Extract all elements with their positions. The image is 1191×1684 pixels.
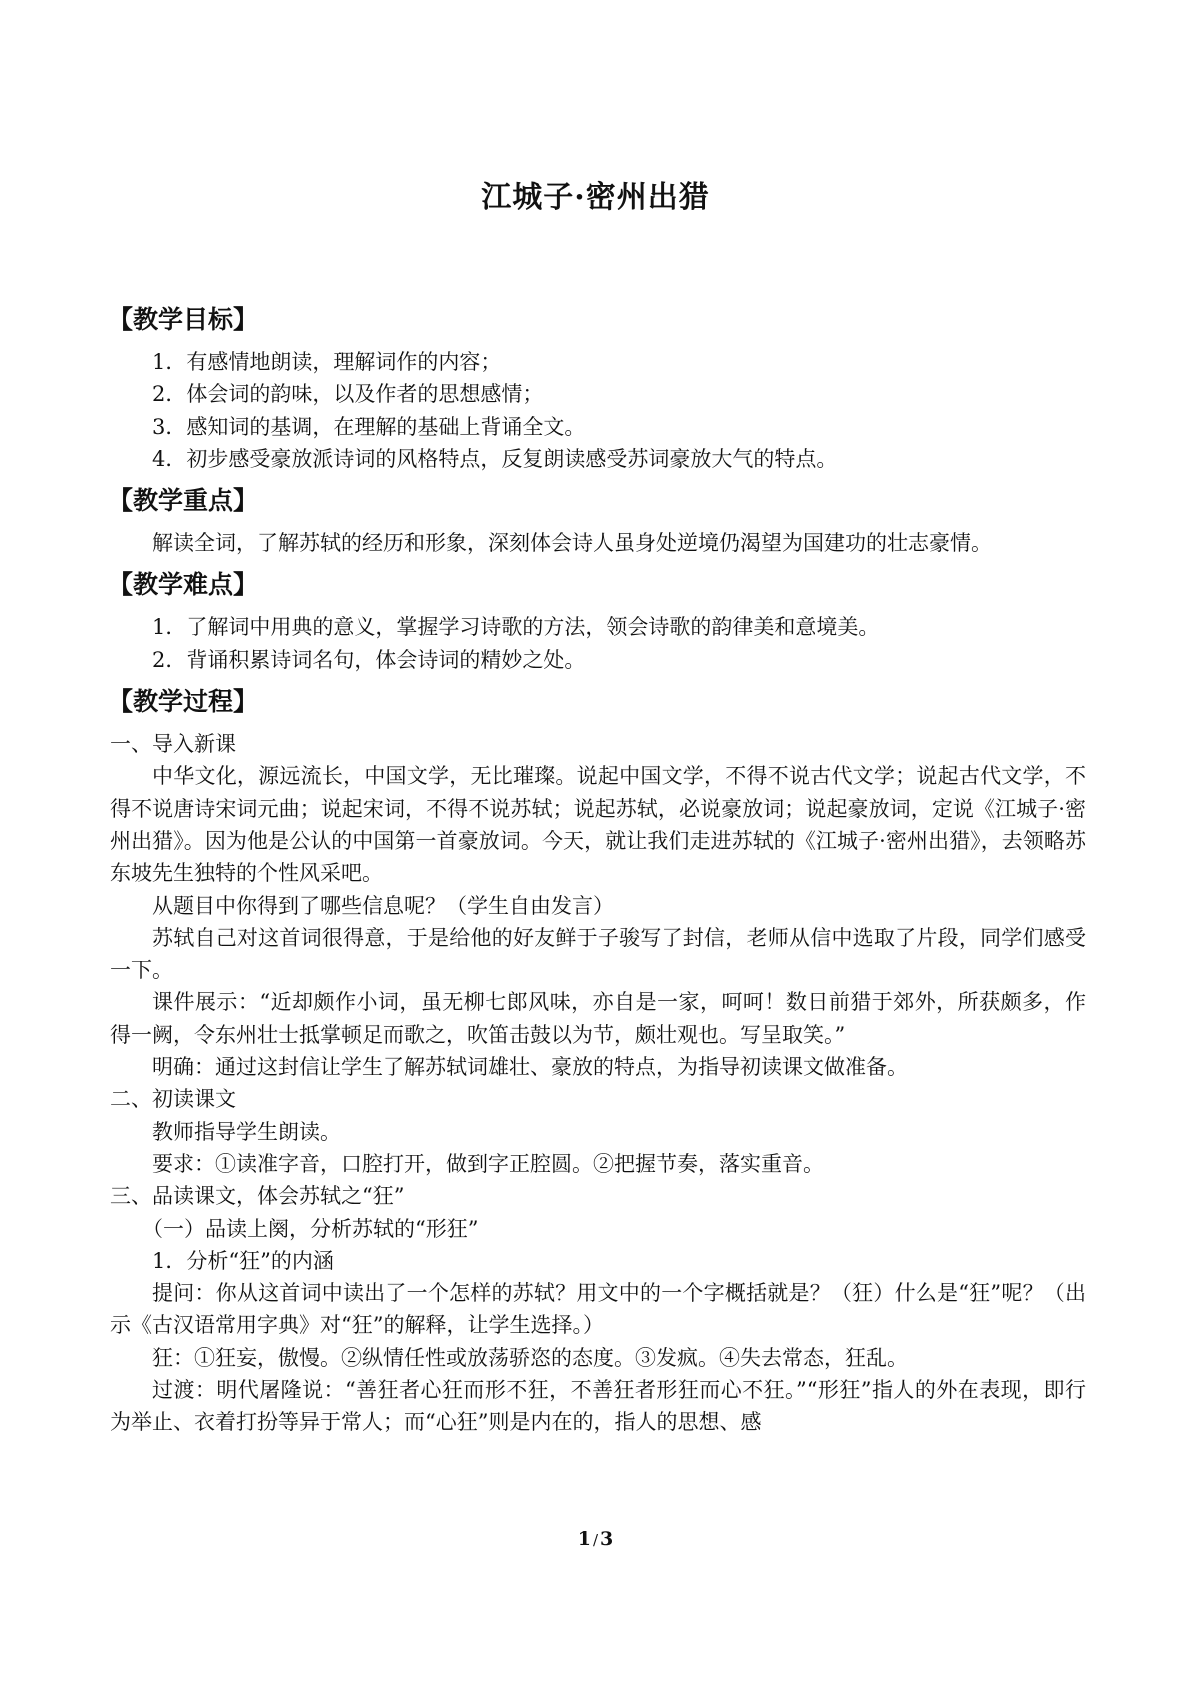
process-part1-title: 一、导入新课 (110, 732, 236, 757)
document-body (110, 298, 1086, 1439)
paragraph: 课件展示：“近却颇作小词，虽无柳七郎风味，亦自是一家，呵呵！数日前猎于郊外，所获颇多，作得一阙，令东州壮士抵掌顿足而歌之，吹笛击鼓以为节，颇壮观也。写呈取笑。” (110, 990, 1086, 1047)
paragraph: 苏轼自己对这首词很得意，于是给他的好友鲜于子骏写了封信，老师从信中选取了片段，同学们感受一下。 (110, 925, 1086, 983)
paragraph: 中华文化，源远流长，中国文学，无比璀璨。说起中国文学，不得不说古代文学；说起古代文学，不得不说唐诗宋词元曲；说起宋词，不得不说苏轼；说起苏轼，必说豪放词；说起豪放词，定说《江城子·密州出猎》。因为他是公认的中国第一首豪放词。今天，就让我们走进苏轼的《江城子·密州出猎》，去领略苏东坡先生独特的个性风采吧。 (110, 764, 1086, 886)
page-separator: / (592, 1531, 599, 1549)
page-number (0, 1528, 1191, 1550)
objective-item: 2．体会词的韵味，以及作者的思想感情； (152, 382, 544, 407)
objective-item: 4．初步感受豪放派诗词的风格特点，反复朗读感受苏词豪放大气的特点。 (152, 446, 838, 471)
heading-objectives: 【教学目标】 (108, 305, 259, 334)
key-points-text: 解读全词，了解苏轼的经历和形象，深刻体会诗人虽身处逆境仍渴望为国建功的壮志豪情。 (152, 531, 992, 556)
process-part3-title: 三、品读课文，体会苏轼之“狂” (110, 1184, 405, 1209)
paragraph: 要求：①读准字音，口腔打开，做到字正腔圆。②把握节奏，落实重音。 (152, 1151, 824, 1176)
paragraph: 教师指导学生朗读。 (152, 1119, 341, 1144)
difficulty-item: 2．背诵积累诗词名句，体会诗词的精妙之处。 (152, 647, 586, 672)
heading-difficulties: 【教学难点】 (108, 570, 259, 600)
objective-item: 1．有感情地朗读，理解词作的内容； (152, 350, 502, 374)
subsection-title: （一）品读上阕，分析苏轼的“形狂” (142, 1216, 479, 1241)
current-page: 1 (577, 1528, 591, 1550)
paragraph: 过渡：明代屠隆说：“善狂者心狂而形不狂，不善狂者形狂而心不狂。”“形狂”指人的外在表现，即行为举止、衣着打扮等异于常人；而“心狂”则是内在的，指人的思想、感 (110, 1378, 1086, 1435)
heading-process: 【教学过程】 (108, 687, 259, 717)
heading-key-points: 【教学重点】 (108, 486, 259, 516)
document-title: 江城子·密州出猎 (481, 180, 710, 215)
paragraph: 提问：你从这首词中读出了一个怎样的苏轼？用文中的一个字概括就是？（狂）什么是“狂”呢？（出示《古汉语常用字典》对“狂”的解释，让学生选择。） (110, 1281, 1086, 1338)
total-pages: 3 (600, 1528, 614, 1550)
subsection-item: 1．分析“狂”的内涵 (152, 1248, 334, 1273)
process-part2-title: 二、初读课文 (110, 1087, 236, 1112)
paragraph: 狂：①狂妄，傲慢。②纵情任性或放荡骄恣的态度。③发疯。④失去常态，狂乱。 (152, 1345, 908, 1370)
paragraph: 从题目中你得到了哪些信息呢？（学生自由发言） (152, 893, 614, 918)
objective-item: 3．感知词的基调，在理解的基础上背诵全文。 (152, 414, 586, 439)
paragraph: 明确：通过这封信让学生了解苏轼词雄壮、豪放的特点，为指导初读课文做准备。 (152, 1055, 908, 1080)
difficulty-item: 1．了解词中用典的意义，掌握学习诗歌的方法，领会诗歌的韵律美和意境美。 (152, 615, 880, 640)
